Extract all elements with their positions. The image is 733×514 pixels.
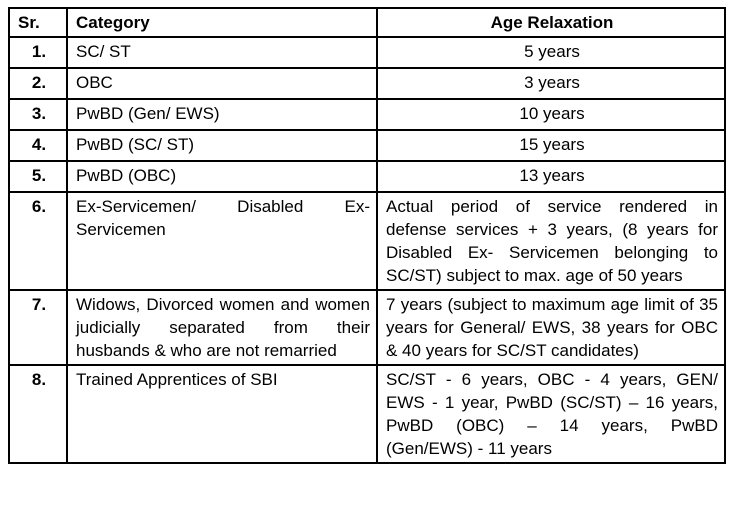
cell-sr: 8. — [9, 365, 67, 463]
table-row — [9, 99, 725, 130]
cell-sr: 2. — [9, 68, 67, 99]
table-row — [9, 68, 725, 99]
cell-age-relaxation: 5 years — [377, 37, 725, 68]
cell-sr: 3. — [9, 99, 67, 130]
cell-age-relaxation: 15 years — [377, 130, 725, 161]
cell-sr: 4. — [9, 130, 67, 161]
table-row — [9, 37, 725, 68]
header-age-relaxation: Age Relaxation — [377, 8, 725, 37]
cell-sr: 6. — [9, 192, 67, 290]
cell-category: Widows, Divorced women and women judicially separated from their husbands & who are not remarried — [67, 290, 377, 365]
age-relaxation-table-container — [8, 7, 724, 464]
cell-age-relaxation: 13 years — [377, 161, 725, 192]
header-sr: Sr. — [9, 8, 67, 37]
table-row — [9, 192, 725, 290]
cell-age-relaxation: Actual period of service rendered in defense services + 3 years, (8 years for Disabled Ex- Servicemen belonging to SC/ST) subject to max. age of 50 years — [377, 192, 725, 290]
cell-category: OBC — [67, 68, 377, 99]
table-row — [9, 161, 725, 192]
table-header-row — [9, 8, 725, 37]
cell-category: Trained Apprentices of SBI — [67, 365, 377, 463]
age-relaxation-table — [8, 7, 726, 464]
cell-sr: 5. — [9, 161, 67, 192]
cell-age-relaxation: SC/ST - 6 years, OBC - 4 years, GEN/ EWS - 1 year, PwBD (SC/ST) – 16 years, PwBD (OBC) – 14 years, PwBD (Gen/EWS) - 11 years — [377, 365, 725, 463]
cell-sr: 1. — [9, 37, 67, 68]
header-category: Category — [67, 8, 377, 37]
table-row — [9, 130, 725, 161]
cell-category: PwBD (Gen/ EWS) — [67, 99, 377, 130]
cell-category: PwBD (OBC) — [67, 161, 377, 192]
cell-age-relaxation: 3 years — [377, 68, 725, 99]
table-row — [9, 365, 725, 463]
cell-age-relaxation: 10 years — [377, 99, 725, 130]
cell-category: SC/ ST — [67, 37, 377, 68]
cell-category: Ex-Servicemen/ Disabled Ex-Servicemen — [67, 192, 377, 290]
cell-age-relaxation: 7 years (subject to maximum age limit of 35 years for General/ EWS, 38 years for OBC & 40 years for SC/ST candidates) — [377, 290, 725, 365]
table-row — [9, 290, 725, 365]
cell-category: PwBD (SC/ ST) — [67, 130, 377, 161]
cell-sr: 7. — [9, 290, 67, 365]
